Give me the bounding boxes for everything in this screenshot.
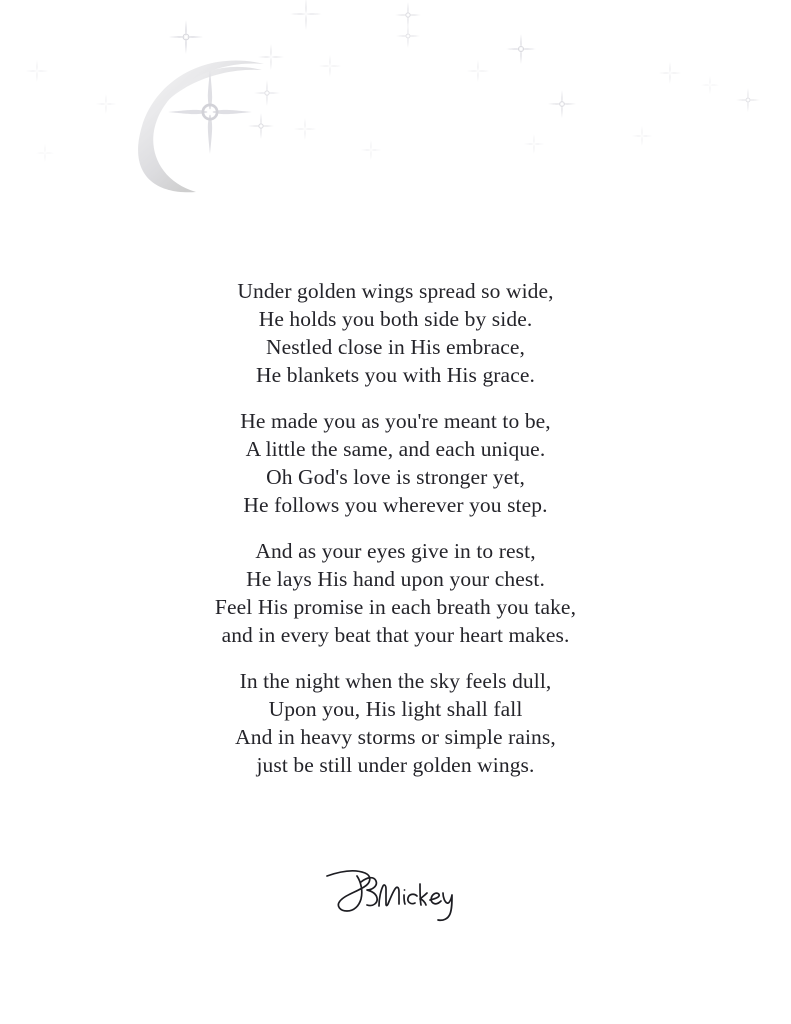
stanza-2 bbox=[0, 407, 791, 519]
sparkle-large-primary bbox=[168, 70, 252, 154]
stanza-4 bbox=[0, 667, 791, 779]
star-17 bbox=[701, 76, 719, 94]
stanza-1 bbox=[0, 277, 791, 389]
stanza-3 bbox=[0, 537, 791, 649]
star-14 bbox=[361, 140, 381, 160]
poem-line: In the night when the sky feels dull, bbox=[239, 669, 552, 693]
poem-line: And in heavy storms or simple rains, bbox=[235, 725, 556, 749]
star-7 bbox=[659, 62, 681, 84]
poem-line: He lays His hand upon your chest. bbox=[246, 567, 545, 591]
poem-line: A little the same, and each unique. bbox=[245, 437, 546, 461]
star-16 bbox=[632, 126, 652, 146]
star-10 bbox=[548, 90, 576, 118]
artist-signature-icon bbox=[321, 862, 471, 924]
poem-line: just be still under golden wings. bbox=[256, 753, 535, 777]
star-2 bbox=[395, 2, 421, 28]
poem-line: And as your eyes give in to rest, bbox=[255, 539, 536, 563]
poem-line: Oh God's love is stronger yet, bbox=[266, 465, 525, 489]
star-3 bbox=[396, 24, 420, 48]
star-15 bbox=[524, 134, 544, 154]
sparkle-above-moon bbox=[169, 20, 203, 54]
star-1 bbox=[290, 0, 322, 30]
star-6 bbox=[467, 60, 489, 82]
poem-line: Feel His promise in each breath you take, bbox=[214, 595, 577, 619]
star-18 bbox=[36, 144, 54, 162]
crescent-moon-shape bbox=[138, 61, 264, 193]
star-8 bbox=[26, 60, 48, 82]
sparkle-moon-right bbox=[248, 113, 274, 139]
star-13 bbox=[294, 118, 316, 140]
poem-line: He follows you wherever you step. bbox=[243, 493, 548, 517]
star-5 bbox=[319, 55, 341, 77]
poem-line: He blankets you with His grace. bbox=[256, 363, 535, 387]
star-11 bbox=[736, 88, 760, 112]
poem-line: and in every beat that your heart makes. bbox=[221, 623, 570, 647]
celestial-artwork bbox=[0, 0, 791, 260]
sparkle-moon-upper-right bbox=[258, 44, 284, 70]
poem-line: Under golden wings spread so wide, bbox=[237, 279, 554, 303]
signature-block bbox=[0, 862, 791, 924]
poem-line: Upon you, His light shall fall bbox=[268, 697, 523, 721]
star-12 bbox=[96, 94, 116, 114]
poem-line: He holds you both side by side. bbox=[258, 307, 533, 331]
star-9 bbox=[254, 80, 280, 106]
star-4 bbox=[506, 34, 536, 64]
poem-body bbox=[0, 277, 791, 779]
poem-line: Nestled close in His embrace, bbox=[265, 335, 526, 359]
poem-line: He made you as you're meant to be, bbox=[240, 409, 551, 433]
